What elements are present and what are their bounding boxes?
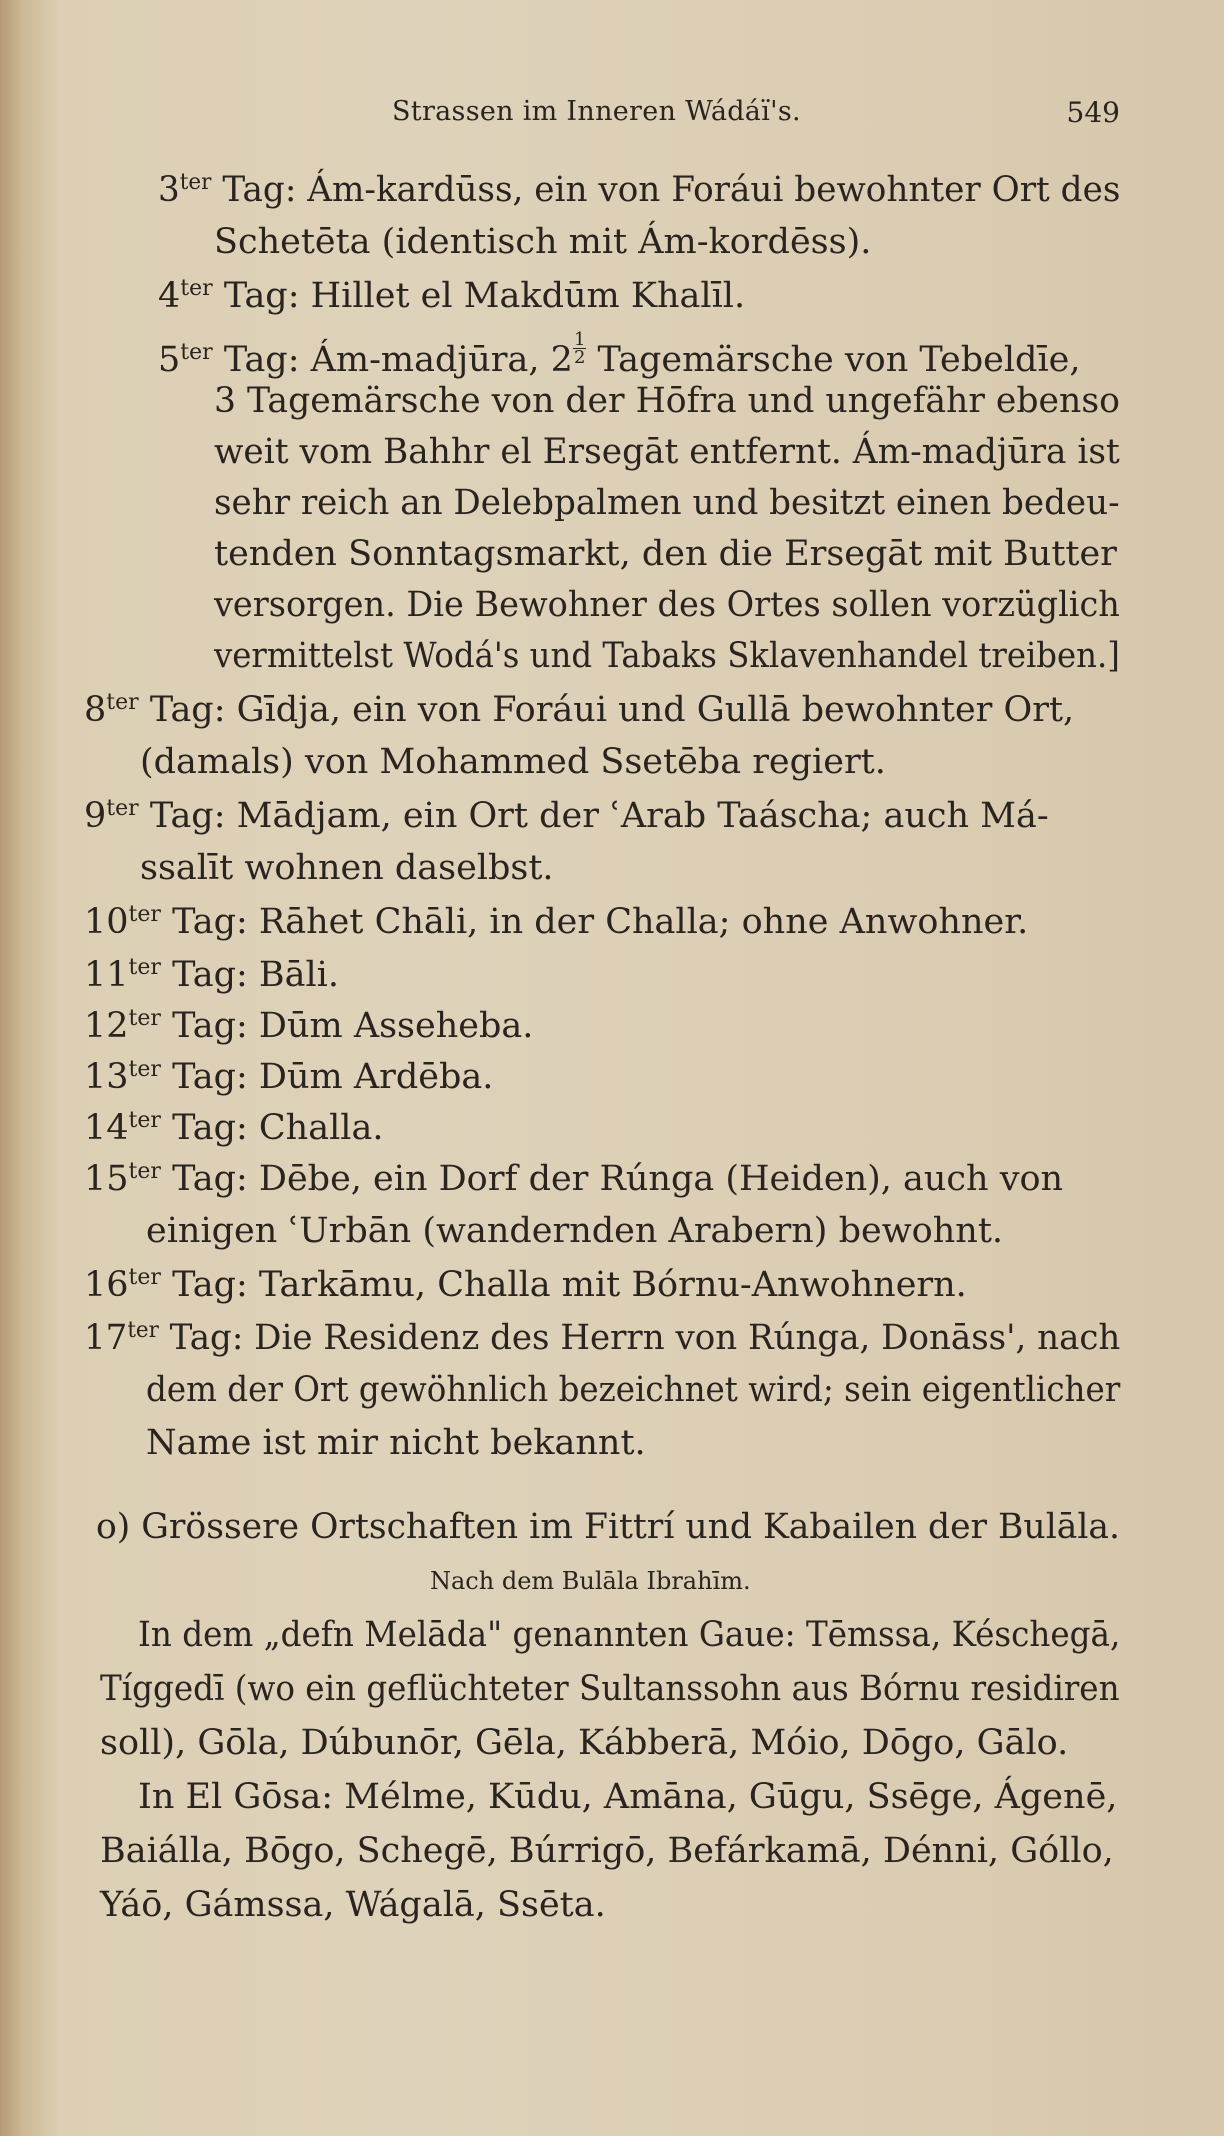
day-label: Tag	[172, 1265, 236, 1305]
entry-text: Challa.	[258, 1108, 384, 1148]
entry-continuation: dem der Ort gewöhnlich bezeichnet wird; sein eigentlicher	[146, 1370, 1121, 1410]
day-number: 11	[84, 955, 129, 995]
day-label: Tag	[223, 276, 288, 316]
section-source: Nach dem Bulāla Ibrahīm.	[430, 1567, 751, 1595]
day-suffix: ter	[106, 690, 139, 715]
paragraph-line: Yáō, Gámssa, Wágalā, Ssēta.	[100, 1885, 606, 1925]
day-suffix: ter	[128, 1057, 161, 1082]
day-label: Tag	[172, 955, 236, 995]
entry-continuation: tenden Sonntagsmarkt, den die Ersegāt mit Butter	[214, 534, 1117, 574]
section-heading: o) Grössere Ortschaften im Fittrí und Kabailen der Bulāla.	[96, 1507, 1120, 1547]
fraction-whole: 2	[550, 340, 573, 380]
day-suffix: ter	[128, 1108, 161, 1133]
entry-continuation: Name ist mir nicht bekannt.	[146, 1423, 646, 1463]
day-number: 14	[84, 1108, 129, 1148]
day-label: Tag	[172, 1159, 236, 1199]
day-label: Tag	[172, 902, 236, 942]
day-number: 9	[84, 796, 107, 836]
entry-day-3: $3^{ter}$ Tag: Ám-kardūss, ein von Foráui bewohnter Ort des	[158, 170, 1121, 210]
day-number: 5	[158, 340, 181, 380]
day-number: 13	[84, 1057, 129, 1097]
entry-day-8: $8^{ter}$ Tag: Gīdja, ein von Foráui und Gullā bewohnter Ort,	[84, 690, 1075, 730]
day-suffix: ter	[128, 1006, 161, 1031]
day-number: 12	[84, 1006, 129, 1046]
day-number: 16	[84, 1265, 129, 1305]
day-suffix: ter	[179, 170, 212, 195]
day-number: 8	[84, 690, 107, 730]
day-number: 10	[84, 902, 129, 942]
entry-text: Ám-kardūss, ein von Foráui bewohnter Ort des	[307, 170, 1121, 210]
entry-day-11: $11^{ter}$ Tag: Bāli.	[84, 955, 340, 995]
day-label: Tag	[172, 1108, 236, 1148]
fraction	[573, 331, 586, 366]
entry-day-14: $14^{ter}$ Tag: Challa.	[84, 1108, 384, 1148]
entry-text: Dūm Ardēba.	[258, 1057, 494, 1097]
entry-day-10: $10^{ter}$ Tag: Rāhet Chāli, in der Challa; ohne Anwohner.	[84, 902, 1029, 942]
entry-day-4: $4^{ter}$ Tag: Hillet el Makdūm Khalīl.	[158, 276, 746, 316]
entry-text: Rāhet Chāli, in der Challa; ohne Anwohner.	[258, 902, 1029, 942]
day-suffix: ter	[128, 955, 161, 980]
entry-text-pre: Ám-madjūra,	[310, 340, 540, 380]
entry-continuation: (damals) von Mohammed Ssetēba regiert.	[140, 742, 886, 782]
paragraph-line: In El Gōsa: Mélme, Kūdu, Amāna, Gūgu, Ssēge, Ágenē,	[138, 1777, 1118, 1817]
day-suffix: ter	[180, 276, 213, 301]
day-suffix: ter	[128, 1159, 161, 1184]
fraction-denominator: 2	[573, 347, 586, 368]
day-label: Tag	[222, 170, 285, 210]
day-suffix: ter	[180, 340, 213, 365]
entry-continuation: weit vom Bahhr el Ersegāt entfernt. Ám-madjūra ist	[214, 432, 1120, 472]
day-suffix: ter	[128, 902, 161, 927]
day-number: 3	[158, 170, 180, 210]
entry-day-15: $15^{ter}$ Tag: Dēbe, ein Dorf der Rúnga (Heiden), auch von	[84, 1159, 1064, 1199]
entry-text: Bāli.	[258, 955, 340, 995]
entry-text: Dēbe, ein Dorf der Rúnga (Heiden), auch von	[258, 1159, 1064, 1199]
entry-continuation: einigen ʿUrbān (wandernden Arabern) bewohnt.	[146, 1211, 1004, 1251]
paragraph-line: In dem „defn Melāda" genannten Gaue: Tēmssa, Késchegā,	[138, 1615, 1121, 1655]
day-label: Tag	[149, 690, 214, 730]
entry-continuation: 3 Tagemärsche von der Hōfra und ungefähr ebenso	[214, 381, 1120, 421]
day-suffix: ter	[127, 1318, 159, 1343]
entry-day-16: $16^{ter}$ Tag: Tarkāmu, Challa mit Bórnu-Anwohnern.	[84, 1265, 967, 1305]
paragraph-line: Baiálla, Bōgo, Schegē, Búrrigō, Befárkamā, Dénni, Góllo,	[100, 1831, 1114, 1871]
entry-text: Gīdja, ein von Foráui und Gullā bewohnter Ort,	[236, 690, 1075, 730]
day-label: Tag	[223, 340, 288, 380]
paragraph-line: Tíggedī (wo ein geflüchteter Sultanssohn aus Bórnu residiren	[100, 1669, 1120, 1709]
entry-continuation: ssalīt wohnen daselbst.	[140, 848, 554, 888]
entry-continuation: Schetēta (identisch mit Ám-kordēss).	[214, 222, 872, 262]
day-label: Tag	[172, 1006, 236, 1046]
day-number: 4	[158, 276, 181, 316]
entry-text: Hillet el Makdūm Khalīl.	[310, 276, 746, 316]
day-label: Tag	[149, 796, 214, 836]
fraction-numerator: 1	[573, 329, 586, 350]
entry-text: Dūm Asseheba.	[258, 1006, 534, 1046]
entry-day-9: $9^{ter}$ Tag: Mādjam, ein Ort der ʿArab Taáscha; auch Má-	[84, 796, 1049, 836]
entry-continuation: vermittelst Wodá's und Tabaks Sklavenhandel treiben.]	[214, 636, 1120, 676]
paragraph-line: soll), Gōla, Dúbunōr, Gēla, Kábberā, Móio, Dōgo, Gālo.	[100, 1723, 1069, 1763]
running-head: Strassen im Inneren Wádáï's.	[392, 96, 801, 127]
entry-continuation: versorgen. Die Bewohner des Ortes sollen vorzüglich	[214, 585, 1120, 625]
entry-continuation: sehr reich an Delebpalmen und besitzt einen bedeu-	[214, 483, 1120, 523]
day-label: Tag	[172, 1057, 236, 1097]
entry-text: Tagemärsche von Tebeldīe,	[597, 340, 1081, 380]
day-number: 15	[84, 1159, 129, 1199]
entry-day-5: $5^{ter}$ Tag: Ám-madjūra, 2 $\frac{1}{2}$ Tagemärsche von Tebeldīe,	[158, 329, 1081, 380]
entry-day-13: $13^{ter}$ Tag: Dūm Ardēba.	[84, 1057, 494, 1097]
day-number: 17	[84, 1318, 128, 1358]
entry-day-12: $12^{ter}$ Tag: Dūm Asseheba.	[84, 1006, 534, 1046]
entry-day-17: $17^{ter}$ Tag: Die Residenz des Herrn von Rúnga, Donāss', nach	[84, 1318, 1121, 1358]
page-number: 549	[1066, 96, 1120, 129]
day-suffix: ter	[106, 796, 139, 821]
entry-text: Mādjam, ein Ort der ʿArab Taáscha; auch Má-	[236, 796, 1049, 836]
day-label: Tag	[169, 1318, 232, 1358]
entry-text: Tarkāmu, Challa mit Bórnu-Anwohnern.	[258, 1265, 967, 1305]
entry-text: Die Residenz des Herrn von Rúnga, Donāss', nach	[254, 1318, 1121, 1358]
day-suffix: ter	[128, 1265, 161, 1290]
